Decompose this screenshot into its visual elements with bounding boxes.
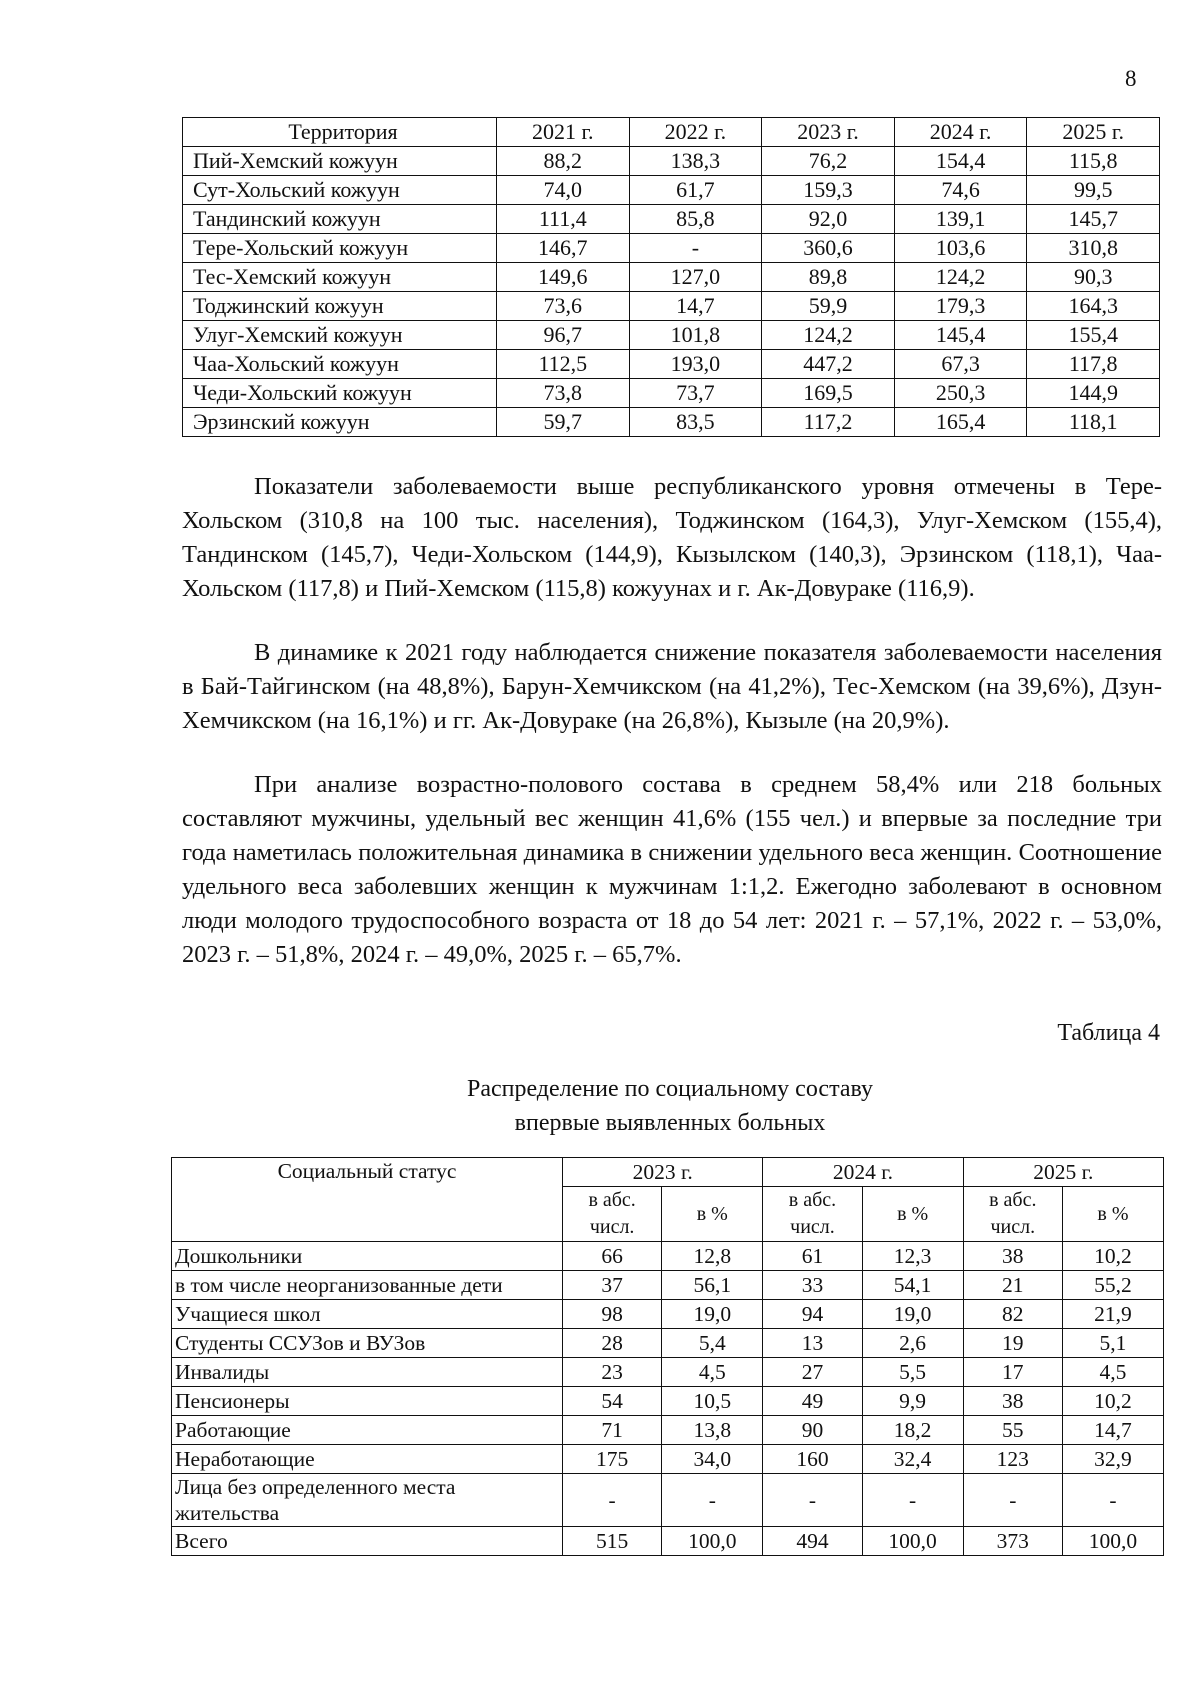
value-cell: 111,4 [497, 205, 630, 234]
row-label-cell: Пий-Хемский кожуун [183, 147, 497, 176]
value-cell: 74,6 [894, 176, 1027, 205]
value-cell: 2,6 [862, 1329, 963, 1358]
table-row [172, 1387, 1164, 1416]
row-label-cell: Работающие [172, 1416, 563, 1445]
value-cell: 124,2 [762, 321, 895, 350]
column-subheader: в абс. числ. [563, 1187, 662, 1242]
value-cell: 373 [963, 1527, 1062, 1556]
value-cell: 112,5 [497, 350, 630, 379]
column-header: 2024 г. [894, 118, 1027, 147]
table-row [183, 263, 1160, 292]
value-cell: - [763, 1474, 862, 1527]
value-cell: 61,7 [629, 176, 762, 205]
value-cell: 5,1 [1062, 1329, 1163, 1358]
value-cell: 94 [763, 1300, 862, 1329]
column-header: 2023 г. [762, 118, 895, 147]
value-cell: 14,7 [1062, 1416, 1163, 1445]
incidence-by-territory-table [182, 117, 1160, 437]
value-cell: 21 [963, 1271, 1062, 1300]
table-row [172, 1527, 1164, 1556]
value-cell: 55,2 [1062, 1271, 1163, 1300]
value-cell: 21,9 [1062, 1300, 1163, 1329]
value-cell: - [563, 1474, 662, 1527]
value-cell: 4,5 [662, 1358, 763, 1387]
value-cell: 85,8 [629, 205, 762, 234]
value-cell: 99,5 [1027, 176, 1160, 205]
column-header: Социальный статус [172, 1158, 563, 1242]
value-cell: 28 [563, 1329, 662, 1358]
value-cell: 88,2 [497, 147, 630, 176]
value-cell: 76,2 [762, 147, 895, 176]
column-subheader: в % [1062, 1187, 1163, 1242]
value-cell: 165,4 [894, 408, 1027, 437]
value-cell: 71 [563, 1416, 662, 1445]
row-label-cell: Неработающие [172, 1445, 563, 1474]
column-header: 2021 г. [497, 118, 630, 147]
row-label-cell: Всего [172, 1527, 563, 1556]
paragraph-incidence-above-average: Показатели заболеваемости выше республиканского уровня отмечены в Тере-Хольском (310,8 на 100 тыс. населения), Тоджинском (164,3), Улуг-Хемском (155,4), Тандинском (145,7), Чеди-Хольском (144,9), Кызылском (140,3), Эрзинском (118,1), Чаа-Хольском (117,8) и Пий-Хемском (115,8) кожуунах и г. Ак-Довураке (116,9). [182, 473, 1162, 602]
value-cell: 124,2 [894, 263, 1027, 292]
table-row [172, 1300, 1164, 1329]
value-cell: 54,1 [862, 1271, 963, 1300]
value-cell: 9,9 [862, 1387, 963, 1416]
value-cell: 139,1 [894, 205, 1027, 234]
column-subheader: в абс. числ. [763, 1187, 862, 1242]
value-cell: 73,8 [497, 379, 630, 408]
table-row [183, 321, 1160, 350]
table-row [172, 1445, 1164, 1474]
table-row [172, 1358, 1164, 1387]
value-cell: 73,6 [497, 292, 630, 321]
value-cell: 67,3 [894, 350, 1027, 379]
value-cell: 5,4 [662, 1329, 763, 1358]
table-row [172, 1416, 1164, 1445]
value-cell: 155,4 [1027, 321, 1160, 350]
value-cell: 127,0 [629, 263, 762, 292]
value-cell: 360,6 [762, 234, 895, 263]
value-cell: 14,7 [629, 292, 762, 321]
column-subheader: в абс. числ. [963, 1187, 1062, 1242]
row-label-cell: в том числе неорганизованные дети [172, 1271, 563, 1300]
paragraph-age-sex-structure: При анализе возрастно-полового состава в среднем 58,4% или 218 больных составляют мужчины, удельный вес женщин 41,6% (155 чел.) и впервые за последние три года наметилась положительная динамика в снижении удельного веса женщин. Соотношение удельного веса заболевших женщин к мужчинам 1:1,2. Ежегодно заболевают в основном люди молодого трудоспособного возраста от 18 до 54 лет: 2021 г. – 57,1%, 2022 г. – 53,0%, 2023 г. – 51,8%, 2024 г. – 49,0%, 2025 г. – 65,7%. [182, 771, 1162, 968]
table-row [183, 176, 1160, 205]
value-cell: 101,8 [629, 321, 762, 350]
value-cell: 4,5 [1062, 1358, 1163, 1387]
value-cell: 19,0 [662, 1300, 763, 1329]
value-cell: 250,3 [894, 379, 1027, 408]
row-label-cell: Дошкольники [172, 1242, 563, 1271]
table-row [172, 1271, 1164, 1300]
value-cell: 33 [763, 1271, 862, 1300]
table-header-row [172, 1158, 1164, 1187]
table-row [183, 408, 1160, 437]
page-number: 8 [1125, 66, 1137, 91]
value-cell: 32,4 [862, 1445, 963, 1474]
value-cell: 164,3 [1027, 292, 1160, 321]
value-cell: 10,5 [662, 1387, 763, 1416]
value-cell: - [662, 1474, 763, 1527]
value-cell: 159,3 [762, 176, 895, 205]
value-cell: 145,7 [1027, 205, 1160, 234]
value-cell: 83,5 [629, 408, 762, 437]
row-label-cell: Студенты ССУЗов и ВУЗов [172, 1329, 563, 1358]
value-cell: 138,3 [629, 147, 762, 176]
table-row [172, 1242, 1164, 1271]
value-cell: 66 [563, 1242, 662, 1271]
value-cell: 18,2 [862, 1416, 963, 1445]
value-cell: 38 [963, 1387, 1062, 1416]
value-cell: 10,2 [1062, 1242, 1163, 1271]
value-cell: 74,0 [497, 176, 630, 205]
value-cell: 59,9 [762, 292, 895, 321]
value-cell: - [862, 1474, 963, 1527]
value-cell: 175 [563, 1445, 662, 1474]
row-label-cell: Улуг-Хемский кожуун [183, 321, 497, 350]
value-cell: 19 [963, 1329, 1062, 1358]
column-subheader: в % [662, 1187, 763, 1242]
value-cell: 515 [563, 1527, 662, 1556]
value-cell: 96,7 [497, 321, 630, 350]
value-cell: 160 [763, 1445, 862, 1474]
value-cell: 82 [963, 1300, 1062, 1329]
row-label-cell: Учащиеся школ [172, 1300, 563, 1329]
value-cell: 38 [963, 1242, 1062, 1271]
value-cell: 13,8 [662, 1416, 763, 1445]
row-label-cell: Тандинский кожуун [183, 205, 497, 234]
value-cell: 447,2 [762, 350, 895, 379]
value-cell: 90 [763, 1416, 862, 1445]
value-cell: 144,9 [1027, 379, 1160, 408]
value-cell: 37 [563, 1271, 662, 1300]
table-row [172, 1329, 1164, 1358]
value-cell: 59,7 [497, 408, 630, 437]
value-cell: 55 [963, 1416, 1062, 1445]
value-cell: 23 [563, 1358, 662, 1387]
value-cell: 61 [763, 1242, 862, 1271]
column-header: 2023 г. [563, 1158, 763, 1187]
value-cell: 34,0 [662, 1445, 763, 1474]
value-cell: 73,7 [629, 379, 762, 408]
value-cell: 100,0 [662, 1527, 763, 1556]
value-cell: 118,1 [1027, 408, 1160, 437]
value-cell: 103,6 [894, 234, 1027, 263]
value-cell: 117,2 [762, 408, 895, 437]
row-label-cell: Тере-Хольский кожуун [183, 234, 497, 263]
row-label-cell: Тоджинский кожуун [183, 292, 497, 321]
value-cell: 100,0 [862, 1527, 963, 1556]
value-cell: 56,1 [662, 1271, 763, 1300]
value-cell: 10,2 [1062, 1387, 1163, 1416]
column-header: 2024 г. [763, 1158, 963, 1187]
column-header: 2022 г. [629, 118, 762, 147]
table-label: Таблица 4 [1057, 1020, 1160, 1046]
row-label-cell: Лица без определенного места жительства [172, 1474, 563, 1527]
table-row [183, 292, 1160, 321]
social-status-table [171, 1157, 1164, 1556]
value-cell: 179,3 [894, 292, 1027, 321]
value-cell: 13 [763, 1329, 862, 1358]
value-cell: 117,8 [1027, 350, 1160, 379]
value-cell: 154,4 [894, 147, 1027, 176]
value-cell: 5,5 [862, 1358, 963, 1387]
row-label-cell: Чаа-Хольский кожуун [183, 350, 497, 379]
value-cell: 98 [563, 1300, 662, 1329]
column-header: 2025 г. [1027, 118, 1160, 147]
value-cell: 494 [763, 1527, 862, 1556]
table-row [172, 1474, 1164, 1527]
value-cell: 32,9 [1062, 1445, 1163, 1474]
table-row [183, 350, 1160, 379]
column-header: Территория [183, 118, 497, 147]
value-cell: 149,6 [497, 263, 630, 292]
value-cell: 123 [963, 1445, 1062, 1474]
value-cell: 12,3 [862, 1242, 963, 1271]
value-cell: 193,0 [629, 350, 762, 379]
value-cell: - [963, 1474, 1062, 1527]
row-label-cell: Сут-Хольский кожуун [183, 176, 497, 205]
value-cell: 54 [563, 1387, 662, 1416]
value-cell: 17 [963, 1358, 1062, 1387]
row-label-cell: Инвалиды [172, 1358, 563, 1387]
value-cell: 19,0 [862, 1300, 963, 1329]
value-cell: 92,0 [762, 205, 895, 234]
table-row [183, 379, 1160, 408]
table-row [183, 205, 1160, 234]
paragraph-incidence-dynamics: В динамике к 2021 году наблюдается снижение показателя заболеваемости населения в Бай-Тайгинском (на 48,8%), Барун-Хемчикском (на 41,2%), Тес-Хемском (на 39,6%), Дзун-Хемчикском (на 16,1%) и гг. Ак-Довураке (на 26,8%), Кызыле (на 20,9%). [182, 639, 1162, 734]
table-header-row [183, 118, 1160, 147]
table-row [183, 234, 1160, 263]
value-cell: 169,5 [762, 379, 895, 408]
value-cell: 12,8 [662, 1242, 763, 1271]
value-cell: 145,4 [894, 321, 1027, 350]
value-cell: 310,8 [1027, 234, 1160, 263]
value-cell: 146,7 [497, 234, 630, 263]
value-cell: - [1062, 1474, 1163, 1527]
value-cell: 115,8 [1027, 147, 1160, 176]
table-title: Распределение по социальному составу впервые выявленных больных [466, 1076, 874, 1136]
value-cell: 89,8 [762, 263, 895, 292]
value-cell: - [629, 234, 762, 263]
table-row [183, 147, 1160, 176]
row-label-cell: Чеди-Хольский кожуун [183, 379, 497, 408]
row-label-cell: Пенсионеры [172, 1387, 563, 1416]
value-cell: 90,3 [1027, 263, 1160, 292]
value-cell: 100,0 [1062, 1527, 1163, 1556]
row-label-cell: Эрзинский кожуун [183, 408, 497, 437]
value-cell: 49 [763, 1387, 862, 1416]
column-subheader: в % [862, 1187, 963, 1242]
value-cell: 27 [763, 1358, 862, 1387]
row-label-cell: Тес-Хемский кожуун [183, 263, 497, 292]
column-header: 2025 г. [963, 1158, 1163, 1187]
